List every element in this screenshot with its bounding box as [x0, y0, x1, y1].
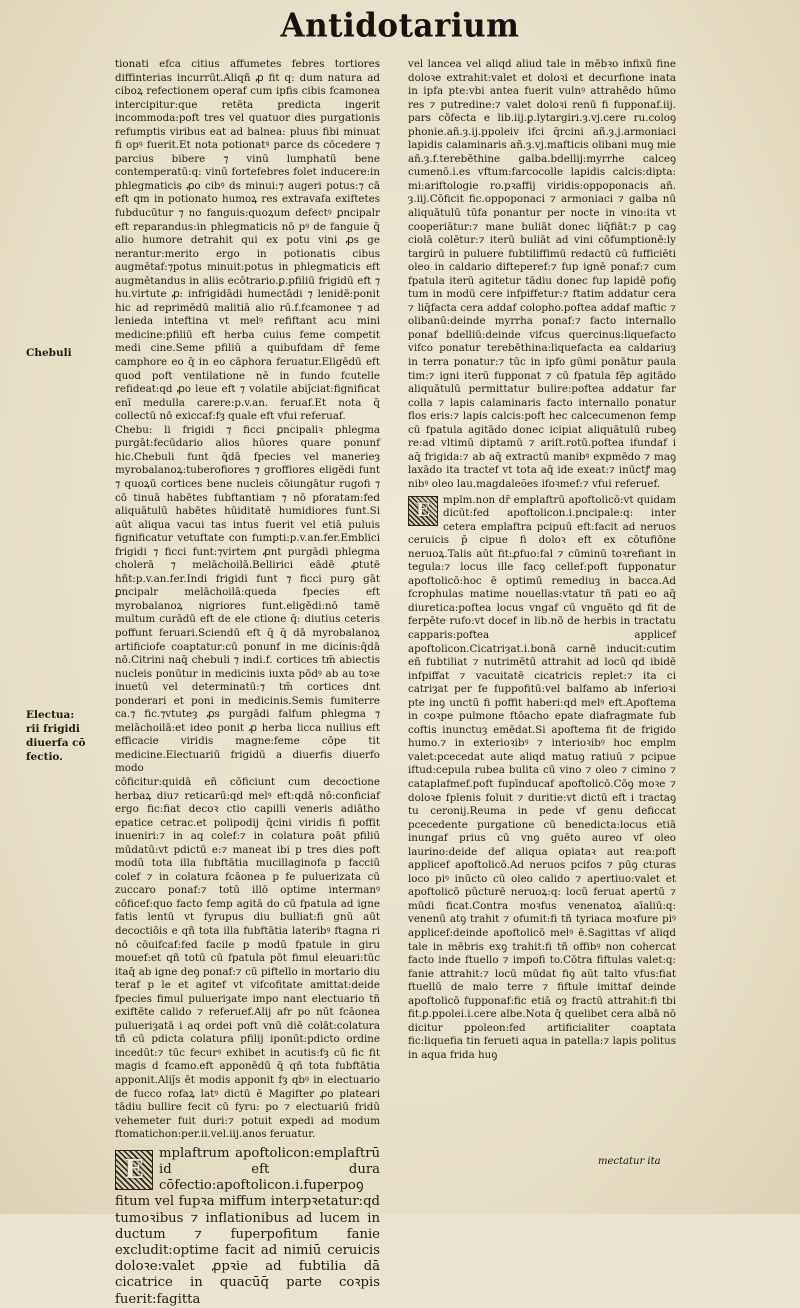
apostolicon-section [408, 494, 676, 1063]
margin-note-chebuli: Chebuli [26, 347, 72, 359]
paragraph: mplm.non dr̄ emplaftrū apoftolicō:vt quidam dicūt:fed apoftolicon.i.pncipale:q: inter cetera emplaftra pcipuū eft:facit ad neruos ceruicis p̄ cipue fi doloꝛ eft ex cōtufiōne neruoꝝ.Talis aūt fit:ꝓfuo:fal ⁊ cūminū toꝛrefiant in tegula:⁊ locus ille facꝯ cellef:poft fupponatur apoftolicō:hoc ē optimū remediuȝ in bacca.Ad fcrophulas matime nouellas:vtatur tñ pati eo aq̄ diuretica:poftea locus vngaf cū vnguēto qd fit de ferpēte rufo:vt docef in lib.nō de herbis in tractatu capparis:poftea applicef apoftolicon.Cicatriȝat.i.bonā carnē inducit:cutim eñ fubtiliat ⁊ nutrimētū attrahit ad locū qd ibidē infpiffat ⁊ vacuitatē cicatricis replet:⁊ ita ci catriȝat per fe fuppofitū:vel balfamo ab inferioꝛi pte inꝯ unctū fi poffit haberi:qd melꝰ eft.Apoftema in coꝛpe pulmone ftōacho epate diafragmate fub coftis inunctuȝ emēdat.Si apoftema fit de frigido humo.⁊ in exterioꝛibꝰ ⁊ interioꝛibꝰ hoc emplm valet:pcecedat aute aliqd matuꝯ ratiuū ⁊ pcipue iftud:cepula rubea bulita cū vino ⁊ oleo ⁊ cimino ⁊ cataplafmef.poft fupīnducaf apoftolicō.Cōꝯ moꝛe ⁊ doloꝛe fplenis foluit ⁊ duritie:vt dictū eft i tractaꝯ tu ceronij.Reuma in pede vf genu deficcat pcecedente purgatione cū benedicta:locus etiā inungaf prius cū vnꝯ guēto aureo vf oleo laurino:deide def aliqua opiataꝛ aut rea:poft applicef apoftolicō.Ad neruos pcifos ⁊ pūꝯ cturas loco piꝰ inūcto cū oleo calido ⁊ apertiuo:valet et apoftolicō pūcturē neruoꝝ:q: locū feruat apertū ⁊ mūdi ficat.Contra moꝛfus venenatoꝝ aīaliū:q: venenū atꝯ trahit ⁊ ofumit:fi tñ tyriaca moꝛfure piꝰ applicef:deinde apoftolicō melꝰ ē.Sagittas vf aliqd tale in mēbris exꝯ trahit:fi tñ offibꝰ non cohercat facto inde ftuello ⁊ impofi to.Cōtra fiftulas valet:q: fanie attrahit:⁊ locū mūdat fiꝯ aūt talto vfus:fiat ftuellū de malo terre ⁊ fiftule imittaf deinde apoftolicō fupponaf:fic etiā oȝ fractū attrahit:fi tbi fit.ꝑ.ppolei.i.cere albe.Nota q̄ quelibet cera albā nō dicitur ppoleon:fed artificialiter coaptata fic:liquefia tin ferueti aqua in patella:⁊ lapis politus in aqua frida huꝯ [408, 493, 676, 1061]
paragraph: mplaftrum apoftolicon:emplaftrū id eft dura cōfectio:apoftolicon.i.fuperpoꝯ fitum vel fupꝛa miffum interpꝛetatur:qd tumoꝛibus ⁊ inflationibus ad lucem in ductum ⁊ fuperpofitum fanie excludit:optime facit ad nimiū ceruicis doloꝛe:valet ꝓpꝛie ad fubtilia dā cicatrice in quacūq̄ parte coꝛpis fuerit:fagitta [115, 1145, 380, 1307]
paragraph: tionati efca citius affumetes febres tortiores diffinterias incurrūt.Aliqñ ꝓ fit q: dum natura ad ciboꝝ refectionem operaf cum ipfis cibis fcamonea intercipitur:que retēta predicta ingerit incommoda:poft tres vel quatuor dies purgationis refumptis viribus eat ad balnea: pluus fibi minuat fi opꝰ fuerit.Et nota potionatꝰ parce ds cōcedere ⁊ parcius bibere ⁊ vinū lumphatū bene contemperatū:q: vinū fortefebres folet inducere:in phlegmaticis ꝓo cibꝰ ds minui:⁊ augeri potus:⁊ cā eft qm in potionato humoꝝ res extravafa exiftetes fubducūtur ⁊ no fanguis:quoꝝum defectꝰ ꝑncipalr eft reparandus:in phlegmaticis nō pꝰ de fanguie q̄ alio humore detrahit qui ex potu vini ꝓs ge nerantur:merito ergo in potionatis cibus augmētaf:⁊potus minuit:potus in phlegmaticis eft augmētandus in aliis ecōtrario.ꝑ.pfiliū frigidū eft ⁊ hu.virtute ꝓ: infrigidādi humectādi ⁊ lenidē:ponit hic ad reprimēdū malitiā alio rū.f.fcamonee ⁊ ad lenieda inteftina vt melꝰ refiftant acu mini medicine:pfiliū eft herba cuius feme competit medi cine.Seme pfiliū a quibufdam dr̄ feme camphore eo q̄ in eo cāphora feruatur.Eligēdū eft quod poft ventilatione nē in fundo fcutelle refideat:qd ꝓo leue eft ⁊ volatile abiȷ̄ciat:fignificat enī medulla carere:p.v.an. feruaf.Et nota q̄ collectū nō exiccaf:fȝ quale eft vfui referuaf. [115, 58, 380, 423]
margin-note-electuary: Electua: rii frigidi diuerfa cō fectio. [26, 709, 86, 763]
page-header [0, 8, 800, 44]
left-text-column [115, 58, 380, 1308]
paragraph: Chebu: li frigidi ⁊ ficci ꝑncipaliꝛ phlegma purgāt:fecūdario alios hūores quare ponunf hic.Chebuli funt q̄dā fpecies vel manerieȝ myrobalanoꝝ:tuberofiores ⁊ groffiores eligēdi funt ⁊ quoꝝū cortices bene nucleis cōiungātur rugofi ⁊ cō tinuā habētes fubftantiam ⁊ nō pforatam:fed aliquātulū habētes hūiditatē humidiores funt.Si aūt aliqua vacui tas intus fuerit vel etiā puluis fignificatur vetuftate con fumpti:p.v.an.fer.Emblici frigidi ⁊ ficci funt:⁊virtem ꝓnt purgādi phlegma cholerā ⁊ melāchoilā.Bellirici eādē ꝓtutē hñt:p.v.an.fer.Indi frigidi funt ⁊ ficci purꝯ gāt ꝑncipalr melāchoilā:queda fpecies eft myrobalanoꝝ nigriores funt.eligēdi:nō tamē multum curādū eft de ele ctione q̄: diutius ceteris poffunt feruari.Sciendū eft q̄ q̄ dā myrobalanoꝝ artificiofe coaptatur:cū ponunf in me dicinis:q̄dā nō.Citrini naq̄ chebuli ⁊ indi.f. cortices tm̄ abiectis nucleis ponūtur in medicinis iuxta pōdꝰ ab au toꝛe inuetū vel determinatū:⁊ tm̄ cortices dnt ponderari et poni in medicinis.Semis fumiterre ca.⁊ fic.⁊vtuteȝ ꝓs purgādi falfum phlegma ⁊ melāchoilā:et ideo ponit ꝓ herba licca nullius eft efficacie viridis magne:feme cōpe tit medicine.Electuariū frigidū a diuerfis diuerfo modo [115, 423, 380, 775]
right-text-column [408, 58, 676, 1062]
running-title: Antidotarium [280, 7, 520, 45]
decorated-initial: E [408, 496, 438, 526]
decorated-initial: E [115, 1150, 153, 1190]
paragraph: cōficitur:quidā eñ cōficiunt cum decoctione herbaꝝ diu⁊ reticarū:qd melꝰ eft:qdā nō:conficiaf ergo fic:fiat decoꝛ ctio capilli veneris adiātho epatice cetrac.et polipodij q̄cini viridis fi poffit inueniri:⁊ in aq colef:⁊ in colatura poāt pfiliū mūdatū:vt pdictū e:⁊ maneat ibi p tres dies poft modū tota illa fubftātia mucillaginofa p facciū colef ⁊ in colatura fcāonea p fe puluerizata cū zuccaro ponaf:⁊ totū illō optime intermanꝰ cōficef:quo facto femp agitā do cū fpatula ad igne fatis lentū vt fyrupus diu bulliat:fi gnū aūt decoctiōis e qñ tota illa fubftātia lateribꝰ ftagna ri nō cōuifcaf:fed facile p modū fpatule in giru mouef:et qñ totū cū fpatula pōt fimul eleuari:tūc itaq̄ ab igne deꝯ ponaf:⁊ cū piftello in mortario diu teraf p le et agitef vt vifcofitate amittat:deide fpecies fimul pulueriȝate impo nant electuario tñ exiftēte calido ⁊ referuef.Alij afr po nūt fcāonea pulueriȝatā i aq ordei poft vnū diē colāt:colatura tñ cū pdicta colatura pfilij iponūt:pdicto ordine incedūt:⁊ tūc fecurꝰ exhibet in acutis:fȝ cū fic fit magis d fcamo.eft apponēdū q̄ qñ tota fubftātia apponit.Aliȷ̄s ēt modis apponit fȝ qbꝰ in electuario de fucco rofaꝝ latꝰ dictū ē Magifter ꝓo plateari tādiu bullire fecit cū fyru: po ⁊ electuariū fridū vehemeter fuit duri:⁊ potuit expedi ad modum ftomatichon:per.ii.vel.iij.anos feruatur. [115, 775, 380, 1141]
paragraph: vel lancea vel aliqd aliud tale in mēbꝛo infixū fine doloꝛe extrahit:valet et doloꝛi et decurfione inata in ipfa pte:vbi antea fuerit vulnꝰ attrahēdo hūmo res ⁊ putredine:⁊ valet doloꝛi renū fi fupponaf.iij. pars cōfecta e lib.iij.ꝑ.lytargiri.ȝ.vj.cere ru.coloꝯ phonie.añ.ȝ.ij.ppoleiv ifci q̄rcini añ.ȝ.j.armoniaci lapidis calaminaris añ.ȝ.vj.mafticis olibani muꝯ mie añ.ȝ.f.terebēthine galba.bdellij:myrrhe calceꝯ cumenō.i.es vftum:farcocolle lapidis calcis:dipta: mi:ariftologie ro.pꝛaffij viridis:oppoponacis añ. ȝ.iij.Cōficit fic.oppoponaci ⁊ armoniaci ⁊ galba nū aliquātulū tūfa ponantur per nocte in vino:ita vt cooperiātur:⁊ mane buliāt donec liq̄fiāt:⁊ p caꝯ ciolā colētur:⁊ iterū buliāt ad vini cōfumptionē:ly targirū in puluere fubtiliffimū redactū cū fufficiēti oleo in caldario difteperef:⁊ fup ignē ponaf:⁊ cum fpatula iterū agitetur tādiu donec fup lapidē pofiꝯ tum in modū cere infpiffetur:⁊ ftatim addatur cera ⁊ liq̄facta cera addaf colopho.poftea addaf maftic ⁊ olibanū:deinde myrrha ponaf:⁊ facto internallo ponaf bdelliū:deinde vifcus quercinus:liquefacto vifco ponatur terebēthina:liquefacta ea caldariuȝ in terra ponatur:⁊ tūc in ipfo gūmi ponātur paula tim:⁊ igni iterū fupponat ⁊ cū fpatula fēp agitādo aliquātulū permittatur bulire:poftea addatur far colla ⁊ lapis calaminaris facto internallo ponatur flos eris:⁊ lapis calcis:poft hec calcecumenon femp cū fpatula agitādo donec icipiat aliquātulū rubeꝯ re:ad vltimū diptamū ⁊ ariſt.rotū.poftea ifundaf i aq̄ frigida:⁊ ab aq̄ extractū manibꝰ expmēdo ⁊ maꝯ laxādo ita tractef vt tota aq̄ ide exeat:⁊ inūctꝭ maꝯ nibꝰ oleo lau.magdaleões ifoꝛmef:⁊ vfui referuef. [408, 58, 676, 490]
catchword: mectatur ita [598, 1156, 661, 1167]
emplastrum-section [115, 1146, 380, 1308]
